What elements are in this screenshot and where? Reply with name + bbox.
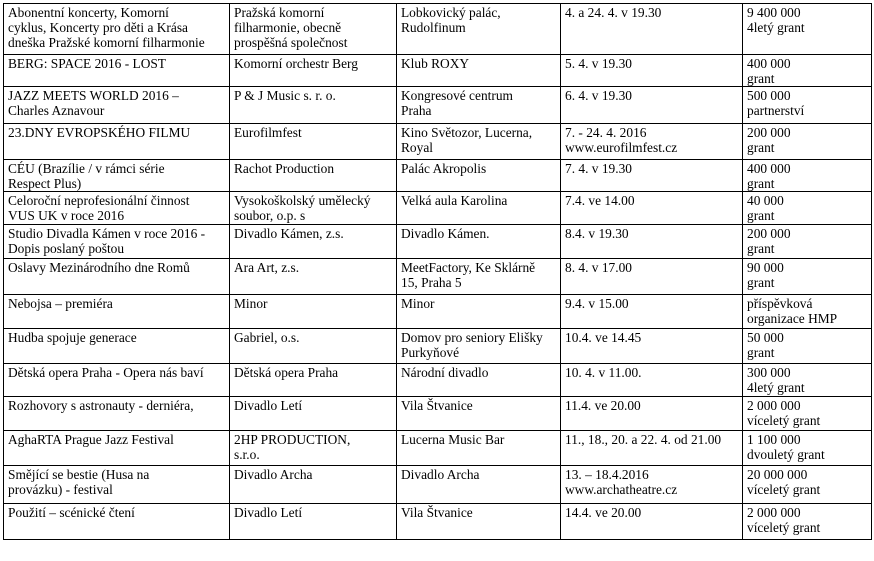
events-table: [3, 3, 872, 540]
date-cell: [561, 364, 743, 397]
event-name-cell: [4, 124, 230, 160]
date-cell-text: 8.4. v 19.30: [565, 226, 629, 241]
event-name-cell: [4, 364, 230, 397]
date-cell: [561, 225, 743, 259]
date-cell-text: 10. 4. v 11.00.: [565, 365, 642, 380]
venue-cell-text: Vila Štvanice: [401, 398, 473, 413]
venue-cell: [397, 397, 561, 431]
venue-cell-text: Kino Světozor, Lucerna, Royal: [401, 125, 533, 155]
venue-cell: [397, 55, 561, 87]
amount-cell-text: 400 000 grant: [747, 161, 791, 191]
organizer-cell: [230, 504, 397, 540]
amount-cell-text: 9 400 000 4letý grant: [747, 5, 805, 35]
venue-cell: [397, 364, 561, 397]
amount-cell-text: 50 000 grant: [747, 330, 784, 360]
date-cell: [561, 4, 743, 55]
organizer-cell-text: Divadlo Letí: [234, 398, 303, 413]
table-row: [4, 466, 872, 504]
date-cell-text: 7. 4. v 19.30: [565, 161, 632, 176]
venue-cell-text: MeetFactory, Ke Sklárně 15, Praha 5: [401, 260, 536, 290]
event-name-cell: [4, 192, 230, 225]
event-name-cell-text: CÉU (Brazílie / v rámci série Respect Plus): [8, 161, 165, 191]
venue-cell-text: Minor: [401, 296, 435, 311]
date-cell-text: 14.4. ve 20.00: [565, 505, 642, 520]
amount-cell: [743, 55, 872, 87]
venue-cell-text: Klub ROXY: [401, 56, 470, 71]
amount-cell: [743, 225, 872, 259]
organizer-cell-text: Rachot Production: [234, 161, 335, 176]
organizer-cell-text: Pražská komorní filharmonie, obecně prospěšná společnost: [234, 5, 348, 50]
organizer-cell: [230, 4, 397, 55]
organizer-cell-text: P & J Music s. r. o.: [234, 88, 336, 103]
event-name-cell: [4, 329, 230, 364]
venue-cell: [397, 192, 561, 225]
venue-cell: [397, 124, 561, 160]
venue-cell: [397, 431, 561, 466]
amount-cell: [743, 329, 872, 364]
date-cell-text: 8. 4. v 17.00: [565, 260, 632, 275]
amount-cell-text: 1 100 000 dvouletý grant: [747, 432, 825, 462]
event-name-cell: [4, 295, 230, 329]
amount-cell-text: 2 000 000 víceletý grant: [747, 398, 821, 428]
date-cell-text: 11., 18., 20. a 22. 4. od 21.00: [565, 432, 722, 447]
organizer-cell: [230, 225, 397, 259]
date-cell: [561, 397, 743, 431]
venue-cell-text: Lucerna Music Bar: [401, 432, 505, 447]
table-row: [4, 259, 872, 295]
venue-cell: [397, 4, 561, 55]
organizer-cell: [230, 397, 397, 431]
date-cell: [561, 466, 743, 504]
table-row: [4, 295, 872, 329]
amount-cell: [743, 4, 872, 55]
organizer-cell: [230, 124, 397, 160]
amount-cell-text: 20 000 000 víceletý grant: [747, 467, 821, 497]
date-cell-text: 7.4. ve 14.00: [565, 193, 635, 208]
venue-cell: [397, 225, 561, 259]
event-name-cell: [4, 397, 230, 431]
event-name-cell-text: Studio Divadla Kámen v roce 2016 - Dopis poslaný poštou: [8, 226, 206, 256]
amount-cell: [743, 192, 872, 225]
venue-cell: [397, 329, 561, 364]
date-cell: [561, 504, 743, 540]
date-cell: [561, 87, 743, 124]
amount-cell-text: 90 000 grant: [747, 260, 784, 290]
event-name-cell: [4, 259, 230, 295]
venue-cell: [397, 160, 561, 192]
amount-cell: [743, 259, 872, 295]
amount-cell-text: 40 000 grant: [747, 193, 784, 223]
venue-cell: [397, 87, 561, 124]
date-cell: [561, 329, 743, 364]
event-name-cell: [4, 431, 230, 466]
table-row: [4, 364, 872, 397]
event-name-cell: [4, 225, 230, 259]
date-cell-text: 10.4. ve 14.45: [565, 330, 642, 345]
date-cell-text: 7. - 24. 4. 2016 www.eurofilmfest.cz: [565, 125, 678, 155]
organizer-cell: [230, 295, 397, 329]
date-cell: [561, 160, 743, 192]
amount-cell: [743, 87, 872, 124]
amount-cell: [743, 466, 872, 504]
date-cell: [561, 124, 743, 160]
date-cell: [561, 295, 743, 329]
venue-cell-text: Palác Akropolis: [401, 161, 487, 176]
amount-cell-text: 400 000 grant: [747, 56, 791, 86]
event-name-cell-text: JAZZ MEETS WORLD 2016 – Charles Aznavour: [8, 88, 179, 118]
amount-cell: [743, 431, 872, 466]
organizer-cell-text: Ara Art, z.s.: [234, 260, 300, 275]
event-name-cell-text: Smějící se bestie (Husa na provázku) - festival: [8, 467, 150, 497]
organizer-cell-text: Komorní orchestr Berg: [234, 56, 358, 71]
amount-cell: [743, 160, 872, 192]
date-cell: [561, 192, 743, 225]
event-name-cell: [4, 466, 230, 504]
venue-cell-text: Národní divadlo: [401, 365, 489, 380]
event-name-cell-text: Rozhovory s astronauty - derniéra,: [8, 398, 194, 413]
table-row: [4, 4, 872, 55]
organizer-cell-text: Divadlo Letí: [234, 505, 303, 520]
event-name-cell-text: 23.DNY EVROPSKÉHO FILMU: [8, 125, 191, 140]
event-name-cell: [4, 504, 230, 540]
organizer-cell-text: Vysokoškolský umělecký soubor, o.p. s: [234, 193, 371, 223]
amount-cell-text: 200 000 grant: [747, 226, 791, 256]
amount-cell: [743, 124, 872, 160]
venue-cell: [397, 259, 561, 295]
events-table-body: [4, 4, 872, 540]
venue-cell-text: Domov pro seniory Elišky Purkyňové: [401, 330, 543, 360]
event-name-cell-text: Hudba spojuje generace: [8, 330, 137, 345]
organizer-cell-text: 2HP PRODUCTION, s.r.o.: [234, 432, 351, 462]
organizer-cell: [230, 259, 397, 295]
table-row: [4, 160, 872, 192]
venue-cell-text: Kongresové centrum Praha: [401, 88, 513, 118]
organizer-cell-text: Divadlo Kámen, z.s.: [234, 226, 344, 241]
table-row: [4, 431, 872, 466]
organizer-cell: [230, 466, 397, 504]
event-name-cell-text: Abonentní koncerty, Komorní cyklus, Koncerty pro děti a Krása dneška Pražské komorní filharmonie: [8, 5, 205, 50]
organizer-cell: [230, 87, 397, 124]
organizer-cell-text: Eurofilmfest: [234, 125, 302, 140]
date-cell-text: 5. 4. v 19.30: [565, 56, 632, 71]
organizer-cell: [230, 329, 397, 364]
event-name-cell: [4, 160, 230, 192]
organizer-cell: [230, 160, 397, 192]
amount-cell-text: 500 000 partnerství: [747, 88, 805, 118]
table-row: [4, 124, 872, 160]
event-name-cell-text: Nebojsa – premiéra: [8, 296, 113, 311]
event-name-cell-text: Dětská opera Praha - Opera nás baví: [8, 365, 204, 380]
table-row: [4, 55, 872, 87]
table-row: [4, 504, 872, 540]
date-cell: [561, 55, 743, 87]
event-name-cell: [4, 55, 230, 87]
organizer-cell-text: Dětská opera Praha: [234, 365, 339, 380]
organizer-cell: [230, 431, 397, 466]
table-row: [4, 192, 872, 225]
table-row: [4, 329, 872, 364]
amount-cell-text: 2 000 000 víceletý grant: [747, 505, 821, 535]
date-cell-text: 6. 4. v 19.30: [565, 88, 632, 103]
venue-cell-text: Vila Štvanice: [401, 505, 473, 520]
date-cell: [561, 259, 743, 295]
event-name-cell-text: Použití – scénické čtení: [8, 505, 135, 520]
organizer-cell: [230, 192, 397, 225]
date-cell-text: 11.4. ve 20.00: [565, 398, 641, 413]
date-cell-text: 13. – 18.4.2016 www.archatheatre.cz: [565, 467, 678, 497]
date-cell-text: 4. a 24. 4. v 19.30: [565, 5, 662, 20]
organizer-cell-text: Minor: [234, 296, 268, 311]
venue-cell: [397, 295, 561, 329]
venue-cell: [397, 466, 561, 504]
amount-cell-text: příspěvková organizace HMP: [747, 296, 838, 326]
organizer-cell-text: Gabriel, o.s.: [234, 330, 300, 345]
venue-cell-text: Divadlo Kámen.: [401, 226, 490, 241]
table-row: [4, 87, 872, 124]
amount-cell: [743, 364, 872, 397]
event-name-cell-text: Oslavy Mezinárodního dne Romů: [8, 260, 190, 275]
date-cell-text: 9.4. v 15.00: [565, 296, 629, 311]
amount-cell-text: 300 000 4letý grant: [747, 365, 805, 395]
venue-cell-text: Divadlo Archa: [401, 467, 480, 482]
amount-cell: [743, 397, 872, 431]
event-name-cell-text: BERG: SPACE 2016 - LOST: [8, 56, 166, 71]
amount-cell: [743, 295, 872, 329]
date-cell: [561, 431, 743, 466]
event-name-cell-text: AghaRTA Prague Jazz Festival: [8, 432, 174, 447]
venue-cell: [397, 504, 561, 540]
venue-cell-text: Lobkovický palác, Rudolfinum: [401, 5, 501, 35]
organizer-cell: [230, 55, 397, 87]
table-row: [4, 225, 872, 259]
amount-cell: [743, 504, 872, 540]
amount-cell-text: 200 000 grant: [747, 125, 791, 155]
event-name-cell: [4, 4, 230, 55]
event-name-cell: [4, 87, 230, 124]
event-name-cell-text: Celoroční neprofesionální činnost VUS UK v roce 2016: [8, 193, 190, 223]
organizer-cell: [230, 364, 397, 397]
table-row: [4, 397, 872, 431]
organizer-cell-text: Divadlo Archa: [234, 467, 313, 482]
venue-cell-text: Velká aula Karolina: [401, 193, 508, 208]
